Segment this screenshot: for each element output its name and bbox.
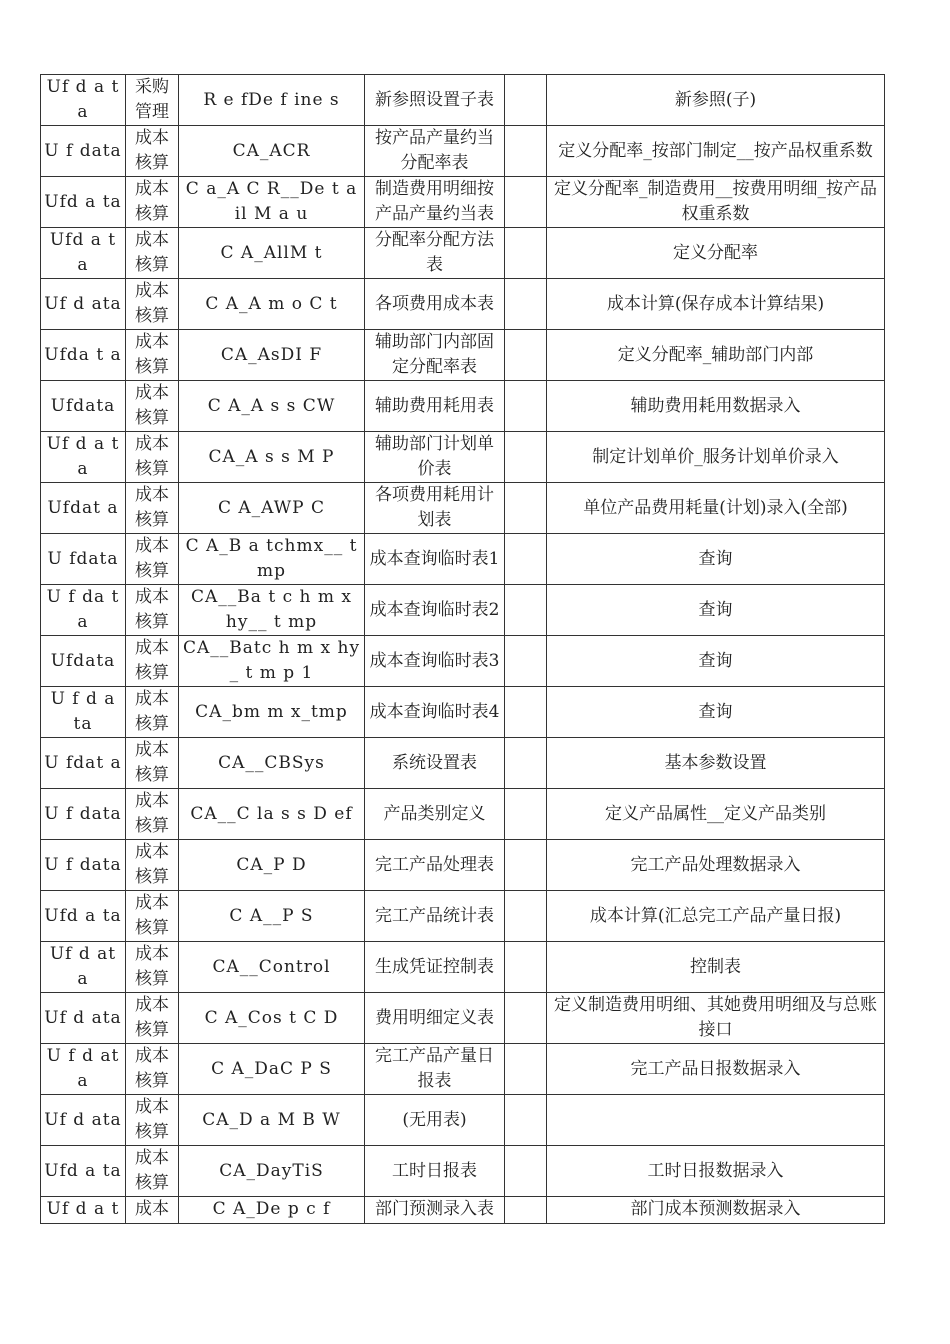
table-name-cell: CA_bm m x_tmp — [179, 687, 365, 738]
database-cell: U f d a ta — [41, 687, 126, 738]
table-row — [41, 636, 885, 687]
table-name-cell: C A_De p c f — [179, 1197, 365, 1224]
table-row — [41, 381, 885, 432]
table-row — [41, 1044, 885, 1095]
purpose-cell: 定义分配率_制造费用__按费用明细_按产品权重系数 — [547, 177, 885, 228]
purpose-cell: 完工产品日报数据录入 — [547, 1044, 885, 1095]
table-row — [41, 177, 885, 228]
module-cell: 成本核算 — [126, 738, 179, 789]
table-description-cell: 费用明细定义表 — [365, 993, 505, 1044]
purpose-cell: 定义分配率_辅助部门内部 — [547, 330, 885, 381]
table-description-cell: 各项费用成本表 — [365, 279, 505, 330]
purpose-cell: 查询 — [547, 585, 885, 636]
blank-cell — [505, 942, 547, 993]
module-cell: 成本核算 — [126, 1095, 179, 1146]
database-cell: Ufd a ta — [41, 1146, 126, 1197]
purpose-cell: 制定计划单价_服务计划单价录入 — [547, 432, 885, 483]
purpose-cell: 定义制造费用明细、其她费用明细及与总账接口 — [547, 993, 885, 1044]
table-row — [41, 891, 885, 942]
module-cell: 成本核算 — [126, 1146, 179, 1197]
table-row — [41, 75, 885, 126]
blank-cell — [505, 75, 547, 126]
blank-cell — [505, 585, 547, 636]
blank-cell — [505, 840, 547, 891]
purpose-cell: 查询 — [547, 687, 885, 738]
table-row — [41, 534, 885, 585]
table-description-cell: 新参照设置子表 — [365, 75, 505, 126]
table-row — [41, 1197, 885, 1224]
database-cell: U fdat a — [41, 738, 126, 789]
table-description-cell: 完工产品统计表 — [365, 891, 505, 942]
purpose-cell: 工时日报数据录入 — [547, 1146, 885, 1197]
table-name-cell: C A_AWP C — [179, 483, 365, 534]
module-cell: 成本核算 — [126, 483, 179, 534]
module-cell: 采购管理 — [126, 75, 179, 126]
table-name-cell: CA_A s s M P — [179, 432, 365, 483]
table-row — [41, 840, 885, 891]
table-name-cell: C A_DaC P S — [179, 1044, 365, 1095]
table-row — [41, 993, 885, 1044]
blank-cell — [505, 636, 547, 687]
module-cell: 成本核算 — [126, 330, 179, 381]
table-row — [41, 279, 885, 330]
table-description-cell: 分配率分配方法表 — [365, 228, 505, 279]
database-cell: Uf d ata — [41, 993, 126, 1044]
table-description-cell: 完工产品产量日报表 — [365, 1044, 505, 1095]
table-body — [41, 75, 885, 1224]
database-cell: Uf d ata — [41, 279, 126, 330]
table-description-cell: 辅助部门内部固定分配率表 — [365, 330, 505, 381]
module-cell: 成本核算 — [126, 789, 179, 840]
purpose-cell: 成本计算(汇总完工产品产量日报) — [547, 891, 885, 942]
module-cell: 成本核算 — [126, 687, 179, 738]
database-cell: Uf d a t a — [41, 432, 126, 483]
module-cell: 成本核算 — [126, 636, 179, 687]
blank-cell — [505, 177, 547, 228]
blank-cell — [505, 789, 547, 840]
table-row — [41, 738, 885, 789]
table-name-cell: C A_A s s CW — [179, 381, 365, 432]
table-name-cell: CA_P D — [179, 840, 365, 891]
table-row — [41, 1146, 885, 1197]
blank-cell — [505, 993, 547, 1044]
table-row — [41, 126, 885, 177]
module-cell: 成本核算 — [126, 942, 179, 993]
database-cell: Ufd a t a — [41, 228, 126, 279]
module-cell: 成本核算 — [126, 432, 179, 483]
table-row — [41, 432, 885, 483]
database-cell: Ufd a ta — [41, 891, 126, 942]
table-name-cell: C A__P S — [179, 891, 365, 942]
table-row — [41, 942, 885, 993]
database-cell: Ufdata — [41, 636, 126, 687]
purpose-cell: 定义分配率 — [547, 228, 885, 279]
database-cell: Uf d a t — [41, 1197, 126, 1224]
table-name-cell: CA_DayTiS — [179, 1146, 365, 1197]
purpose-cell: 控制表 — [547, 942, 885, 993]
table-row — [41, 483, 885, 534]
blank-cell — [505, 432, 547, 483]
table-row — [41, 1095, 885, 1146]
table-description-cell: 成本查询临时表3 — [365, 636, 505, 687]
table-row — [41, 789, 885, 840]
table-name-cell: CA_ACR — [179, 126, 365, 177]
database-cell: U f data — [41, 789, 126, 840]
database-cell: Uf d a t a — [41, 75, 126, 126]
table-name-cell: CA__Ba t c h m x hy__ t mp — [179, 585, 365, 636]
table-description-cell: 部门预测录入表 — [365, 1197, 505, 1224]
purpose-cell: 部门成本预测数据录入 — [547, 1197, 885, 1224]
table-description-cell: 产品类别定义 — [365, 789, 505, 840]
table-description-cell: 成本查询临时表4 — [365, 687, 505, 738]
table-name-cell: R e fDe f ine s — [179, 75, 365, 126]
database-cell: Ufdata — [41, 381, 126, 432]
table-row — [41, 687, 885, 738]
database-cell: Ufd a ta — [41, 177, 126, 228]
blank-cell — [505, 1095, 547, 1146]
table-name-cell: CA_D a M B W — [179, 1095, 365, 1146]
module-cell: 成本核算 — [126, 381, 179, 432]
purpose-cell: 新参照(子) — [547, 75, 885, 126]
blank-cell — [505, 534, 547, 585]
table-name-cell: C A_B a tchmx__ t mp — [179, 534, 365, 585]
data-dictionary-table — [40, 74, 885, 1224]
table-description-cell: 成本查询临时表1 — [365, 534, 505, 585]
blank-cell — [505, 1146, 547, 1197]
table-row — [41, 585, 885, 636]
database-cell: U f d at a — [41, 1044, 126, 1095]
table-description-cell: (无用表) — [365, 1095, 505, 1146]
module-cell: 成本核算 — [126, 891, 179, 942]
table-name-cell: C A_Cos t C D — [179, 993, 365, 1044]
blank-cell — [505, 126, 547, 177]
purpose-cell: 基本参数设置 — [547, 738, 885, 789]
table-name-cell: CA__CBSys — [179, 738, 365, 789]
database-cell: Uf d at a — [41, 942, 126, 993]
blank-cell — [505, 738, 547, 789]
table-row — [41, 330, 885, 381]
database-cell: Ufdat a — [41, 483, 126, 534]
table-name-cell: CA__Batc h m x hy_ t m p 1 — [179, 636, 365, 687]
purpose-cell: 单位产品费用耗量(计划)录入(全部) — [547, 483, 885, 534]
blank-cell — [505, 1197, 547, 1224]
table-description-cell: 工时日报表 — [365, 1146, 505, 1197]
purpose-cell: 查询 — [547, 636, 885, 687]
table-description-cell: 各项费用耗用计划表 — [365, 483, 505, 534]
purpose-cell: 辅助费用耗用数据录入 — [547, 381, 885, 432]
table-description-cell: 制造费用明细按产品产量约当表 — [365, 177, 505, 228]
database-cell: U f data — [41, 126, 126, 177]
blank-cell — [505, 1044, 547, 1095]
table-name-cell: CA__C la s s D ef — [179, 789, 365, 840]
table-description-cell: 系统设置表 — [365, 738, 505, 789]
database-cell: Uf d ata — [41, 1095, 126, 1146]
blank-cell — [505, 228, 547, 279]
blank-cell — [505, 891, 547, 942]
purpose-cell: 查询 — [547, 534, 885, 585]
table-description-cell: 辅助部门计划单价表 — [365, 432, 505, 483]
module-cell: 成本核算 — [126, 228, 179, 279]
table-name-cell: C A_AllM t — [179, 228, 365, 279]
table-name-cell: CA__Control — [179, 942, 365, 993]
table-name-cell: CA_AsDI F — [179, 330, 365, 381]
purpose-cell — [547, 1095, 885, 1146]
blank-cell — [505, 381, 547, 432]
table-description-cell: 完工产品处理表 — [365, 840, 505, 891]
table-description-cell: 按产品产量约当分配率表 — [365, 126, 505, 177]
database-cell: U f data — [41, 840, 126, 891]
module-cell: 成本核算 — [126, 279, 179, 330]
purpose-cell: 定义分配率_按部门制定__按产品权重系数 — [547, 126, 885, 177]
table-row — [41, 228, 885, 279]
module-cell: 成本核算 — [126, 177, 179, 228]
blank-cell — [505, 483, 547, 534]
blank-cell — [505, 330, 547, 381]
blank-cell — [505, 687, 547, 738]
table-description-cell: 生成凭证控制表 — [365, 942, 505, 993]
table-name-cell: C a_A C R__De t a il M a u — [179, 177, 365, 228]
module-cell: 成本 — [126, 1197, 179, 1224]
purpose-cell: 成本计算(保存成本计算结果) — [547, 279, 885, 330]
module-cell: 成本核算 — [126, 993, 179, 1044]
module-cell: 成本核算 — [126, 585, 179, 636]
module-cell: 成本核算 — [126, 534, 179, 585]
purpose-cell: 完工产品处理数据录入 — [547, 840, 885, 891]
table-description-cell: 成本查询临时表2 — [365, 585, 505, 636]
table-name-cell: C A_A m o C t — [179, 279, 365, 330]
database-cell: U f da t a — [41, 585, 126, 636]
module-cell: 成本核算 — [126, 1044, 179, 1095]
database-cell: Ufda t a — [41, 330, 126, 381]
database-cell: U fdata — [41, 534, 126, 585]
blank-cell — [505, 279, 547, 330]
module-cell: 成本核算 — [126, 126, 179, 177]
table-description-cell: 辅助费用耗用表 — [365, 381, 505, 432]
purpose-cell: 定义产品属性__定义产品类别 — [547, 789, 885, 840]
module-cell: 成本核算 — [126, 840, 179, 891]
